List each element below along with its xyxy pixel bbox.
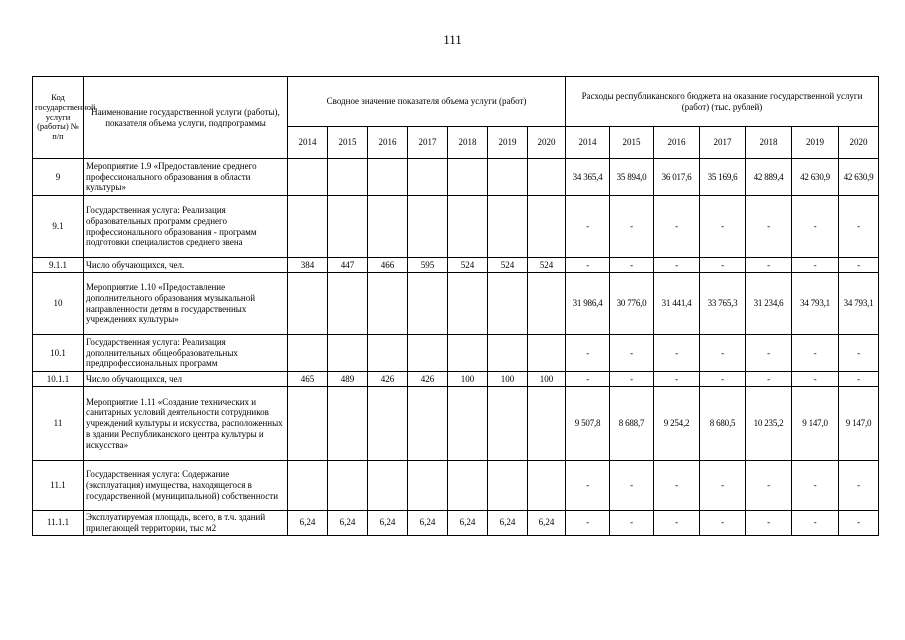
row-name: Эксплуатируемая площадь, всего, в т.ч. зданий прилегающей территории, тыс м2 xyxy=(84,511,288,536)
volume-cell: 524 xyxy=(488,258,528,273)
expense-cell: - xyxy=(566,196,610,258)
expense-cell: 30 776,0 xyxy=(610,273,654,335)
volume-cell xyxy=(528,387,566,461)
volume-cell: 100 xyxy=(528,372,566,387)
row-code: 11 xyxy=(33,387,84,461)
table-row xyxy=(33,372,879,387)
row-name: Государственная услуга: Реализация образовательных программ среднего профессионального образования - программ подготовки специалистов среднего звена xyxy=(84,196,288,258)
volume-cell: 426 xyxy=(408,372,448,387)
expense-cell: - xyxy=(610,372,654,387)
volume-cell xyxy=(328,159,368,196)
table-body xyxy=(33,159,879,536)
expense-cell: - xyxy=(654,196,700,258)
header-expenses: Расходы республиканского бюджета на оказание государственной услуги (работ) (тыс. рублей) xyxy=(566,77,879,127)
expense-cell: - xyxy=(654,461,700,511)
volume-cell: 466 xyxy=(368,258,408,273)
expense-cell: - xyxy=(566,511,610,536)
expense-cell: - xyxy=(610,196,654,258)
volume-cell: 524 xyxy=(448,258,488,273)
expense-cell: 35 894,0 xyxy=(610,159,654,196)
expense-cell: - xyxy=(566,335,610,372)
expense-cell: - xyxy=(839,335,879,372)
expense-cell: - xyxy=(700,258,746,273)
expense-year: 2017 xyxy=(700,127,746,159)
expense-cell: - xyxy=(746,258,792,273)
expense-cell: 9 147,0 xyxy=(839,387,879,461)
expense-cell: - xyxy=(839,372,879,387)
table-header xyxy=(33,77,879,159)
volume-cell xyxy=(528,196,566,258)
expense-cell: - xyxy=(610,461,654,511)
expense-cell: 31 986,4 xyxy=(566,273,610,335)
expense-cell: 31 234,6 xyxy=(746,273,792,335)
volume-cell xyxy=(328,273,368,335)
volume-cell: 6,24 xyxy=(288,511,328,536)
volume-cell: 447 xyxy=(328,258,368,273)
volume-cell xyxy=(528,273,566,335)
volume-cell: 6,24 xyxy=(368,511,408,536)
expense-cell: - xyxy=(700,372,746,387)
volume-cell xyxy=(488,273,528,335)
volume-cell xyxy=(328,335,368,372)
volume-cell: 426 xyxy=(368,372,408,387)
expense-cell: - xyxy=(700,461,746,511)
table-row xyxy=(33,273,879,335)
table-row xyxy=(33,387,879,461)
expense-cell: - xyxy=(700,511,746,536)
table-row xyxy=(33,159,879,196)
expense-year: 2016 xyxy=(654,127,700,159)
expense-cell: 9 254,2 xyxy=(654,387,700,461)
volume-cell xyxy=(368,335,408,372)
expense-cell: - xyxy=(792,372,839,387)
volume-cell xyxy=(368,273,408,335)
row-code: 10.1 xyxy=(33,335,84,372)
volume-year: 2017 xyxy=(408,127,448,159)
volume-cell xyxy=(448,273,488,335)
volume-cell xyxy=(328,196,368,258)
expense-cell: - xyxy=(746,372,792,387)
row-code: 9.1 xyxy=(33,196,84,258)
row-name: Мероприятие 1.10 «Предоставление дополнительного образования музыкальной направленности детям в государственных учреждениях культуры» xyxy=(84,273,288,335)
expense-cell: - xyxy=(654,372,700,387)
expense-cell: - xyxy=(746,196,792,258)
table-row xyxy=(33,196,879,258)
expense-year: 2019 xyxy=(792,127,839,159)
table-row xyxy=(33,461,879,511)
page-number: 111 xyxy=(443,32,462,47)
expense-cell: - xyxy=(654,258,700,273)
row-name: Государственная услуга: Содержание (эксплуатация) имущества, находящегося в государственной (муниципальной) собственности xyxy=(84,461,288,511)
expense-cell: - xyxy=(566,461,610,511)
expense-cell: - xyxy=(746,461,792,511)
volume-cell xyxy=(368,461,408,511)
volume-cell xyxy=(448,461,488,511)
row-code: 9 xyxy=(33,159,84,196)
expense-year: 2018 xyxy=(746,127,792,159)
volume-cell xyxy=(488,387,528,461)
volume-cell xyxy=(448,159,488,196)
expense-cell: - xyxy=(610,335,654,372)
expense-cell: - xyxy=(839,511,879,536)
volume-cell: 465 xyxy=(288,372,328,387)
row-code: 9.1.1 xyxy=(33,258,84,273)
expense-cell: - xyxy=(792,461,839,511)
volume-cell xyxy=(528,461,566,511)
volume-cell: 100 xyxy=(448,372,488,387)
volume-cell xyxy=(408,387,448,461)
volume-cell: 489 xyxy=(328,372,368,387)
row-name: Мероприятие 1.11 «Создание технических и санитарных условий деятельности сотрудников учреждений культуры и искусства, расположенных в здании Республиканского центра культуры и искусства» xyxy=(84,387,288,461)
expense-cell: 35 169,6 xyxy=(700,159,746,196)
volume-year: 2014 xyxy=(288,127,328,159)
expense-cell: - xyxy=(839,461,879,511)
volume-cell xyxy=(408,335,448,372)
expense-cell: 33 765,3 xyxy=(700,273,746,335)
expense-cell: - xyxy=(610,258,654,273)
volume-cell: 6,24 xyxy=(328,511,368,536)
volume-year: 2016 xyxy=(368,127,408,159)
volume-cell xyxy=(288,335,328,372)
expense-cell: 31 441,4 xyxy=(654,273,700,335)
expense-cell: - xyxy=(839,196,879,258)
row-code: 10 xyxy=(33,273,84,335)
expense-cell: - xyxy=(654,335,700,372)
expense-cell: 10 235,2 xyxy=(746,387,792,461)
expense-cell: 9 147,0 xyxy=(792,387,839,461)
row-name: Число обучающихся, чел. xyxy=(84,258,288,273)
expense-cell: 42 630,9 xyxy=(792,159,839,196)
expense-cell: 42 630,9 xyxy=(839,159,879,196)
row-name: Число обучающихся, чел xyxy=(84,372,288,387)
volume-cell xyxy=(288,273,328,335)
volume-cell: 6,24 xyxy=(408,511,448,536)
volume-year: 2020 xyxy=(528,127,566,159)
expense-cell: 34 793,1 xyxy=(839,273,879,335)
volume-cell xyxy=(288,196,328,258)
volume-cell xyxy=(448,335,488,372)
volume-cell xyxy=(528,159,566,196)
volume-cell xyxy=(408,159,448,196)
volume-cell xyxy=(448,196,488,258)
volume-cell: 595 xyxy=(408,258,448,273)
row-name: Государственная услуга: Реализация дополнительных общеобразовательных предпрофессиональных программ xyxy=(84,335,288,372)
expense-cell: - xyxy=(746,511,792,536)
budget-table xyxy=(32,76,879,536)
row-code: 11.1.1 xyxy=(33,511,84,536)
volume-cell xyxy=(328,461,368,511)
volume-year: 2019 xyxy=(488,127,528,159)
expense-cell: 36 017,6 xyxy=(654,159,700,196)
volume-cell xyxy=(448,387,488,461)
expense-cell: 8 680,5 xyxy=(700,387,746,461)
volume-cell xyxy=(328,387,368,461)
volume-cell: 524 xyxy=(528,258,566,273)
expense-cell: - xyxy=(700,335,746,372)
volume-cell xyxy=(488,159,528,196)
expense-cell: - xyxy=(654,511,700,536)
expense-cell: 9 507,8 xyxy=(566,387,610,461)
expense-cell: - xyxy=(792,258,839,273)
volume-cell: 384 xyxy=(288,258,328,273)
row-code: 10.1.1 xyxy=(33,372,84,387)
volume-cell: 6,24 xyxy=(488,511,528,536)
expense-cell: 8 688,7 xyxy=(610,387,654,461)
volume-cell xyxy=(408,273,448,335)
row-code: 11.1 xyxy=(33,461,84,511)
volume-cell: 6,24 xyxy=(448,511,488,536)
expense-cell: - xyxy=(792,335,839,372)
table-row xyxy=(33,335,879,372)
table-row xyxy=(33,511,879,536)
volume-year: 2015 xyxy=(328,127,368,159)
expense-year: 2014 xyxy=(566,127,610,159)
volume-year: 2018 xyxy=(448,127,488,159)
volume-cell xyxy=(368,196,408,258)
volume-cell xyxy=(528,335,566,372)
expense-cell: 42 889,4 xyxy=(746,159,792,196)
volume-cell xyxy=(368,387,408,461)
volume-cell xyxy=(408,461,448,511)
expense-cell: - xyxy=(700,196,746,258)
expense-cell: - xyxy=(566,258,610,273)
header-name: Наименование государственной услуги (работы), показателя объема услуги, подпрограммы xyxy=(84,77,288,159)
volume-cell xyxy=(288,159,328,196)
expense-cell: - xyxy=(746,335,792,372)
volume-cell xyxy=(488,461,528,511)
expense-cell: - xyxy=(792,511,839,536)
volume-cell: 6,24 xyxy=(528,511,566,536)
expense-cell: - xyxy=(566,372,610,387)
expense-cell: 34 365,4 xyxy=(566,159,610,196)
volume-cell xyxy=(288,461,328,511)
volume-cell: 100 xyxy=(488,372,528,387)
expense-year: 2020 xyxy=(839,127,879,159)
row-name: Мероприятие 1.9 «Предоставление среднего профессионального образования в области культуры» xyxy=(84,159,288,196)
expense-cell: 34 793,1 xyxy=(792,273,839,335)
volume-cell xyxy=(488,335,528,372)
expense-year: 2015 xyxy=(610,127,654,159)
volume-cell xyxy=(288,387,328,461)
header-volume: Сводное значение показателя объема услуги (работ) xyxy=(288,77,566,127)
header-code: Код государственной услуги (работы) № п/п xyxy=(33,77,84,159)
expense-cell: - xyxy=(839,258,879,273)
table-row xyxy=(33,258,879,273)
expense-cell: - xyxy=(792,196,839,258)
volume-cell xyxy=(368,159,408,196)
volume-cell xyxy=(408,196,448,258)
volume-cell xyxy=(488,196,528,258)
expense-cell: - xyxy=(610,511,654,536)
